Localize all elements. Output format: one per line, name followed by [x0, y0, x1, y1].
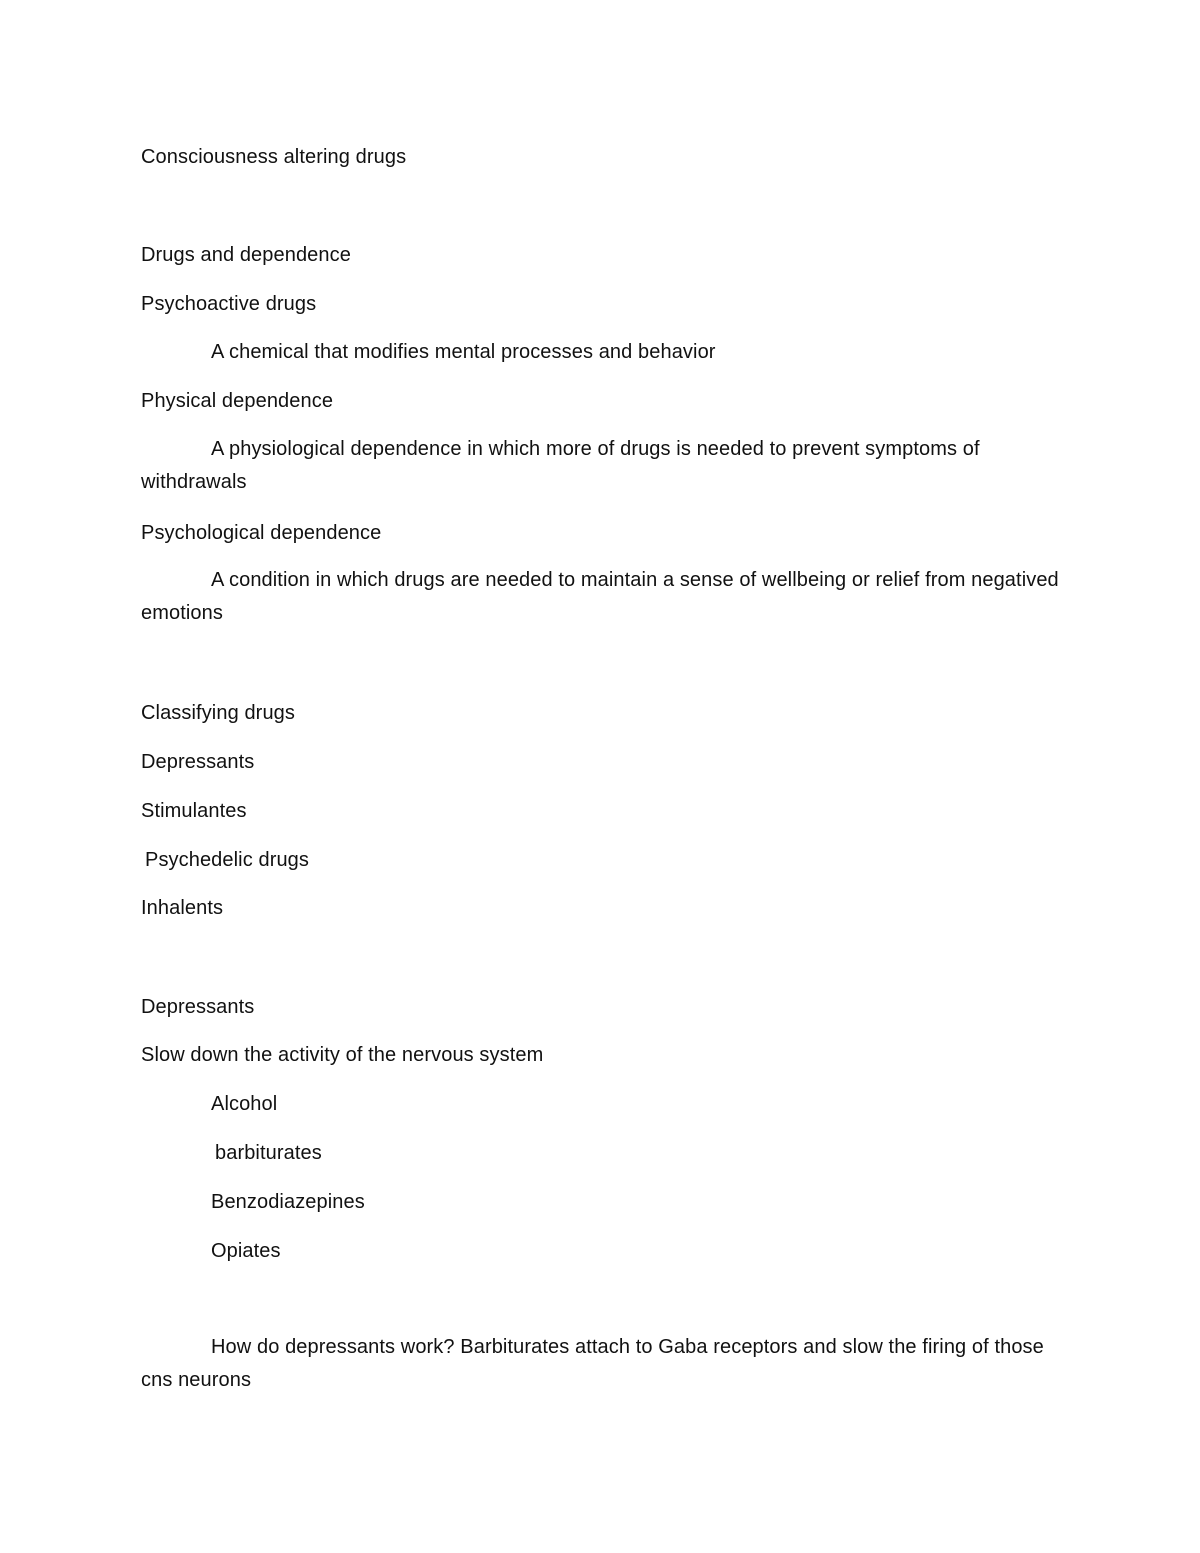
classifying-item: Inhalents: [141, 897, 224, 919]
section-heading-dependence: Drugs and dependence: [141, 244, 351, 266]
term-physical-dependence: Physical dependence: [141, 390, 334, 412]
document-title: Consciousness altering drugs: [141, 146, 407, 168]
depressant-item: Alcohol: [211, 1093, 278, 1115]
classifying-item: Psychedelic drugs: [145, 849, 310, 871]
depressant-item: barbiturates: [215, 1142, 322, 1164]
depressants-description: Slow down the activity of the nervous system: [141, 1044, 544, 1066]
term-psychological-dependence: Psychological dependence: [141, 522, 382, 544]
depressant-item: Opiates: [211, 1240, 281, 1262]
definition-psychological-dependence: A condition in which drugs are needed to maintain a sense of wellbeing or relief from negatived emotions: [141, 569, 1059, 624]
classifying-item: Depressants: [141, 751, 255, 773]
section-heading-classifying: Classifying drugs: [141, 702, 295, 724]
definition-physical-dependence: A physiological dependence in which more of drugs is needed to prevent symptoms of withdrawals: [141, 438, 980, 493]
definition-psychoactive-drugs: A chemical that modifies mental processes and behavior: [211, 341, 716, 363]
term-psychoactive-drugs: Psychoactive drugs: [141, 293, 317, 315]
classifying-item: Stimulantes: [141, 800, 247, 822]
depressants-mechanism: How do depressants work? Barbiturates attach to Gaba receptors and slow the firing of those cns neurons: [141, 1336, 1044, 1391]
section-heading-depressants: Depressants: [141, 996, 255, 1018]
depressant-item: Benzodiazepines: [211, 1191, 365, 1213]
